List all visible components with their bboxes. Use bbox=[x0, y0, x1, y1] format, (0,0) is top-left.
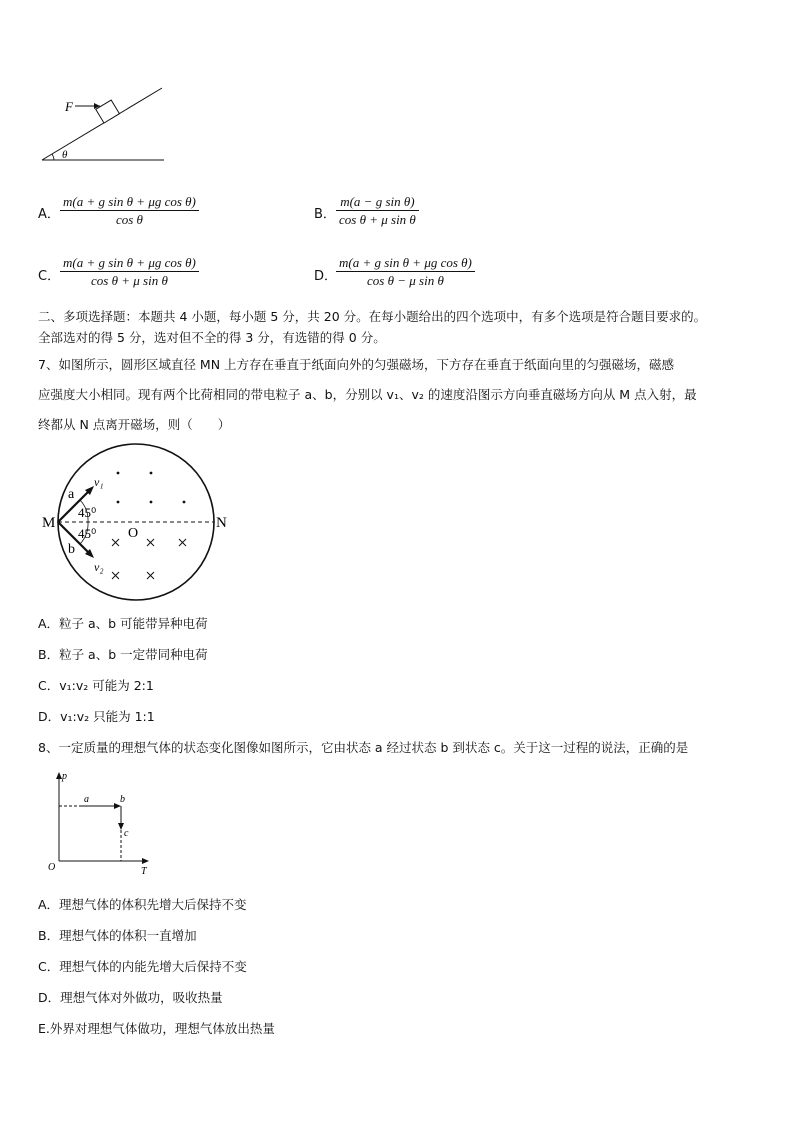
q8-option-c: C．理想气体的内能先增大后保持不变 bbox=[38, 959, 247, 974]
option-c-denominator: cos θ + μ sin θ bbox=[91, 273, 168, 288]
option-b-numerator: m(a − g sin θ) bbox=[336, 193, 419, 211]
q7-line2: 应强度大小相同。现有两个比荷相同的带电粒子 a、b，分别以 v₁、v₂ 的速度沿图示方向垂直磁场方向从 M 点入射，最 bbox=[38, 387, 697, 402]
particle-a-label: a bbox=[68, 487, 75, 502]
option-c-numerator: m(a + g sin θ + μg cos θ) bbox=[60, 254, 199, 272]
pt-graph-figure bbox=[44, 766, 164, 876]
angle-label: θ bbox=[62, 149, 68, 161]
origin-label: O bbox=[48, 862, 56, 873]
q7-option-b: B．粒子 a、b 一定带同种电荷 bbox=[38, 647, 208, 662]
state-b-label: b bbox=[120, 794, 125, 805]
particle-b-label: b bbox=[68, 542, 75, 557]
force-label: F bbox=[65, 99, 73, 114]
incline-figure bbox=[38, 80, 173, 170]
q8-option-d: D．理想气体对外做功，吸收热量 bbox=[38, 990, 223, 1005]
option-b-label: B． bbox=[314, 207, 336, 222]
option-b-fraction bbox=[336, 193, 419, 228]
v2-label: v₂ bbox=[94, 560, 104, 574]
q7-option-d: D．v₁:v₂ 只能为 1:1 bbox=[38, 709, 155, 724]
q8-line1: 8、一定质量的理想气体的状态变化图像如图所示，它由状态 a 经过状态 b 到状态 c。关于这一过程的说法，正确的是 bbox=[38, 740, 689, 755]
option-c-label: C． bbox=[38, 269, 61, 284]
q7-line3: 终都从 N 点离开磁场，则（ ） bbox=[38, 417, 231, 432]
option-a-fraction bbox=[60, 193, 199, 228]
option-c-fraction bbox=[60, 254, 199, 289]
q8-option-a: A．理想气体的体积先增大后保持不变 bbox=[38, 897, 247, 912]
state-a-label: a bbox=[84, 794, 89, 805]
q8-option-b: B．理想气体的体积一直增加 bbox=[38, 928, 197, 943]
angle-upper-label: 45⁰ bbox=[78, 505, 97, 520]
point-m-label: M bbox=[42, 515, 56, 531]
v1-label: v₁ bbox=[94, 475, 104, 489]
option-a-numerator: m(a + g sin θ + μg cos θ) bbox=[60, 193, 199, 211]
axis-p-label: p bbox=[62, 771, 67, 782]
section2-line1: 二、多项选择题：本题共 4 小题，每小题 5 分，共 20 分。在每小题给出的四个选项中，有多个选项是符合题目要求的。 bbox=[38, 309, 707, 324]
q8-option-e: E.外界对理想气体做功，理想气体放出热量 bbox=[38, 1021, 275, 1036]
option-d-denominator: cos θ − μ sin θ bbox=[367, 273, 444, 288]
q7-line1: 7、如图所示，圆形区域直径 MN 上方存在垂直于纸面向外的匀强磁场，下方存在垂直于纸面向里的匀强磁场，磁感 bbox=[38, 357, 675, 372]
q7-option-c: C．v₁:v₂ 可能为 2:1 bbox=[38, 678, 154, 693]
state-c-label: c bbox=[124, 828, 129, 839]
option-d-numerator: m(a + g sin θ + μg cos θ) bbox=[336, 254, 475, 272]
q7-option-a: A．粒子 a、b 可能带异种电荷 bbox=[38, 616, 208, 631]
center-o-label: O bbox=[128, 526, 139, 541]
option-d-fraction bbox=[336, 254, 475, 289]
angle-lower-label: 45⁰ bbox=[78, 526, 97, 541]
option-d-label: D． bbox=[314, 269, 338, 284]
option-a-denominator: cos θ bbox=[115, 212, 143, 227]
option-b-denominator: cos θ + μ sin θ bbox=[339, 212, 416, 227]
point-n-label: N bbox=[216, 515, 227, 531]
axis-t-label: T bbox=[141, 866, 147, 876]
option-a-label: A． bbox=[38, 207, 60, 222]
magnetic-field-figure bbox=[36, 440, 236, 605]
section2-line2: 全部选对的得 5 分，选对但不全的得 3 分，有选错的得 0 分。 bbox=[38, 330, 386, 345]
